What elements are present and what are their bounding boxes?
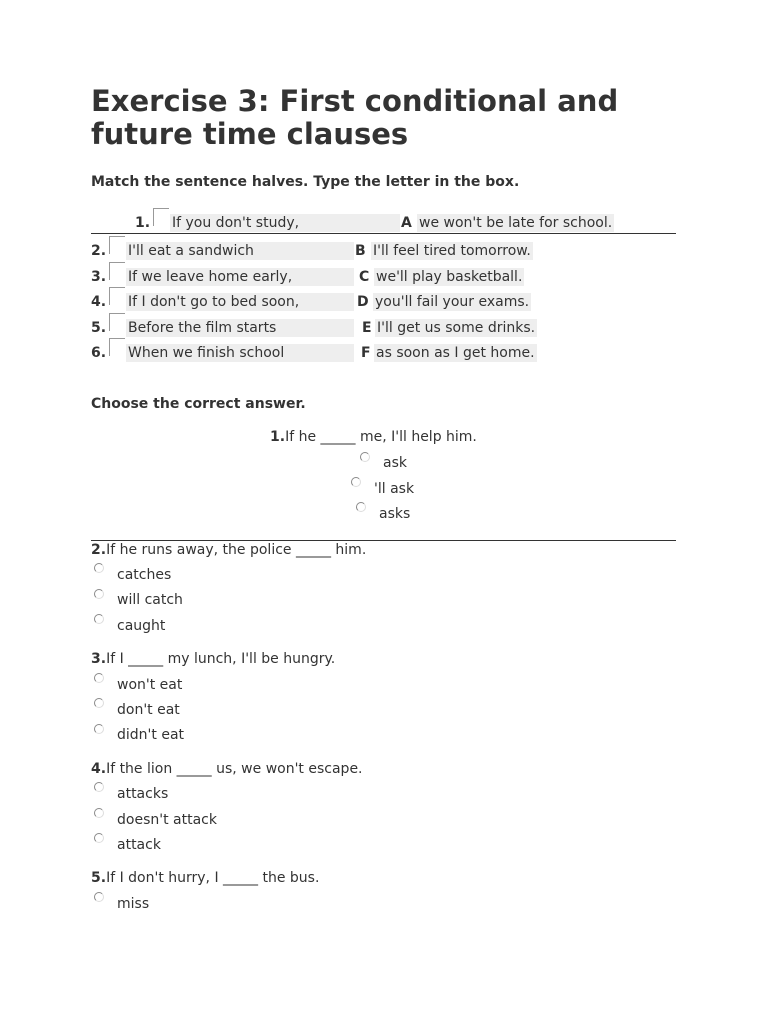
first-half: If you don't study, — [170, 214, 400, 232]
question-text: If the lion _____ us, we won't escape. — [106, 761, 363, 777]
answer-box[interactable] — [109, 313, 125, 331]
second-half: I'll get us some drinks. — [377, 320, 536, 336]
match-row-number: 6. — [91, 345, 107, 361]
radio-button[interactable] — [94, 892, 104, 902]
option-label: miss — [117, 896, 150, 912]
match-row-number: 3. — [91, 269, 107, 285]
first-half: If we leave home early, — [126, 268, 354, 286]
option-label: didn't eat — [117, 727, 185, 743]
match-row-number: 2. — [91, 243, 107, 259]
first-half: When we finish school — [126, 344, 354, 362]
radio-button[interactable] — [94, 724, 104, 734]
page-title: Exercise 3: First conditional and future time clauses — [91, 84, 619, 151]
question-number: 4. — [91, 761, 107, 777]
radio-button[interactable] — [94, 833, 104, 843]
radio-button[interactable] — [356, 502, 366, 512]
question-number: 2. — [91, 542, 107, 558]
match-row-number: 4. — [91, 294, 107, 310]
answer-box[interactable] — [109, 236, 125, 254]
radio-button[interactable] — [94, 808, 104, 818]
second-half: as soon as I get home. — [376, 345, 535, 361]
radio-button[interactable] — [94, 673, 104, 683]
divider — [91, 540, 676, 541]
option-letter: E — [362, 320, 372, 336]
question — [270, 429, 477, 445]
match-row — [91, 319, 681, 341]
radio-button[interactable] — [94, 589, 104, 599]
match-row-number: 1. — [135, 215, 151, 231]
radio-button[interactable] — [94, 614, 104, 624]
match-row — [91, 268, 681, 290]
second-half: I'll feel tired tomorrow. — [373, 243, 531, 259]
match-row-number: 5. — [91, 320, 107, 336]
option-label: don't eat — [117, 702, 180, 718]
radio-button[interactable] — [94, 563, 104, 573]
question-number: 3. — [91, 651, 107, 667]
radio-button[interactable] — [360, 452, 370, 462]
answer-box[interactable] — [109, 262, 125, 280]
choose-instruction: Choose the correct answer. — [91, 396, 306, 412]
question-number: 1. — [270, 429, 286, 445]
match-instruction: Match the sentence halves. Type the letter in the box. — [91, 174, 520, 190]
option-label: won't eat — [117, 677, 183, 693]
question-text: If I don't hurry, I _____ the bus. — [106, 870, 320, 886]
first-half: Before the film starts — [126, 319, 354, 337]
answer-box[interactable] — [153, 208, 169, 226]
option-letter: C — [359, 269, 370, 285]
second-half: you'll fail your exams. — [375, 294, 530, 310]
match-row — [91, 344, 681, 366]
radio-button[interactable] — [94, 782, 104, 792]
option-label: 'll ask — [374, 481, 415, 497]
answer-box[interactable] — [109, 338, 125, 356]
divider — [91, 233, 676, 234]
option-letter: D — [357, 294, 369, 310]
option-label: caught — [117, 618, 166, 634]
question-text: If I _____ my lunch, I'll be hungry. — [106, 651, 336, 667]
question — [91, 870, 319, 886]
question-text: If he runs away, the police _____ him. — [106, 542, 367, 558]
first-half: If I don't go to bed soon, — [126, 293, 354, 311]
question — [91, 542, 366, 558]
option-label: catches — [117, 567, 172, 583]
second-half: we'll play basketball. — [376, 269, 523, 285]
question — [91, 761, 363, 777]
option-label: ask — [383, 455, 407, 471]
option-label: doesn't attack — [117, 812, 217, 828]
question-number: 5. — [91, 870, 107, 886]
answer-box[interactable] — [109, 287, 125, 305]
radio-button[interactable] — [94, 698, 104, 708]
question — [91, 651, 335, 667]
option-letter: F — [361, 345, 371, 361]
option-label: attacks — [117, 786, 169, 802]
option-label: will catch — [117, 592, 183, 608]
option-letter: A — [401, 215, 412, 231]
second-half: we won't be late for school. — [419, 215, 613, 231]
option-label: attack — [117, 837, 161, 853]
first-half: I'll eat a sandwich — [126, 242, 354, 260]
option-label: asks — [379, 506, 411, 522]
match-row — [91, 242, 681, 264]
match-row — [91, 293, 681, 315]
radio-button[interactable] — [351, 477, 361, 487]
question-text: If he _____ me, I'll help him. — [285, 429, 477, 445]
option-letter: B — [355, 243, 366, 259]
